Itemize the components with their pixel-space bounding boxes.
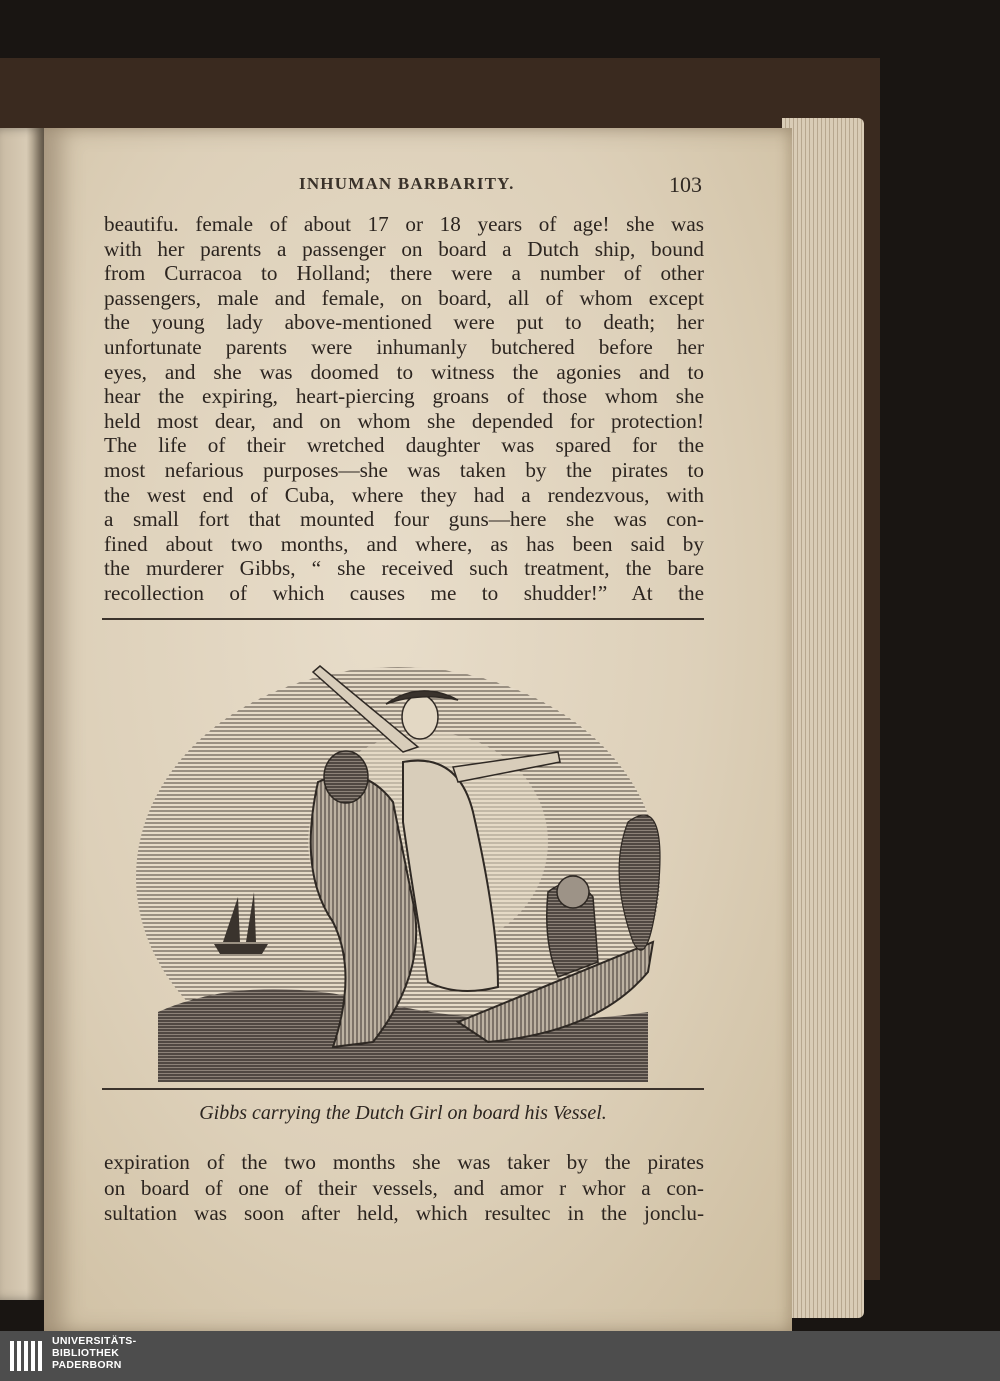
text-line: a small fort that mounted four guns—here she was con- — [104, 507, 704, 532]
text-line: with her parents a passenger on board a Dutch ship, bound — [104, 236, 704, 261]
text-line: expiration of the two months she was taker by the pirates — [104, 1150, 704, 1174]
main-paragraph — [104, 212, 704, 606]
text-line: held most dear, and on whom she depended for protection! — [104, 408, 704, 433]
pirate-head — [324, 751, 368, 803]
text-line: recollection of which causes me to shudder!” At the — [104, 580, 704, 605]
continuation-paragraph — [104, 1150, 704, 1227]
text-line: passengers, male and female, on board, all of whom except — [104, 285, 704, 310]
library-logo-icon — [8, 1337, 46, 1375]
library-footer — [0, 1331, 1000, 1381]
top-rule — [102, 618, 704, 620]
text-line: sultation was soon after held, which resultec in the jonclu- — [104, 1201, 704, 1225]
library-name-line: UNIVERSITÄTS- — [52, 1335, 137, 1347]
caption-rule — [102, 1088, 704, 1090]
illustration-caption: Gibbs carrying the Dutch Girl on board his Vessel. — [199, 1102, 607, 1124]
girl-head — [402, 695, 438, 739]
right-page — [44, 128, 792, 1333]
text-line: unfortunate parents were inhumanly butchered before her — [104, 334, 704, 359]
text-line: from Curracoa to Holland; there were a number of other — [104, 261, 704, 286]
text-line: hear the expiring, heart-piercing groans of those whom she — [104, 384, 704, 409]
text-line: the west end of Cuba, where they had a rendezvous, with — [104, 482, 704, 507]
library-name-line: BIBLIOTHEK — [52, 1347, 120, 1359]
page-header — [44, 172, 792, 202]
page-edges — [782, 118, 864, 1318]
text-line: fined about two months, and where, as has been said by — [104, 531, 704, 556]
text-line: eyes, and she was doomed to witness the agonies and to — [104, 359, 704, 384]
book-spread — [0, 58, 880, 1280]
rower-head — [557, 876, 589, 908]
left-page-edge — [0, 128, 44, 1300]
running-title: INHUMAN BARBARITY. — [299, 174, 515, 193]
text-line: most nefarious purposes—she was taken by the pirates to — [104, 457, 704, 482]
text-line: The life of their wretched daughter was spared for the — [104, 433, 704, 458]
library-name — [52, 1335, 136, 1371]
page-number: 103 — [669, 172, 702, 197]
text-line: beautifu. female of about 17 or 18 years of age! she was — [104, 212, 704, 236]
text-line: the young lady above-mentioned were put to death; her — [104, 310, 704, 335]
text-line: on board of one of their vessels, and amor r whor a con- — [104, 1175, 704, 1200]
library-name-line: PADERBORN — [52, 1359, 122, 1371]
engraving-illustration — [128, 642, 668, 1082]
text-line: the murderer Gibbs, “ she received such treatment, the bare — [104, 556, 704, 581]
